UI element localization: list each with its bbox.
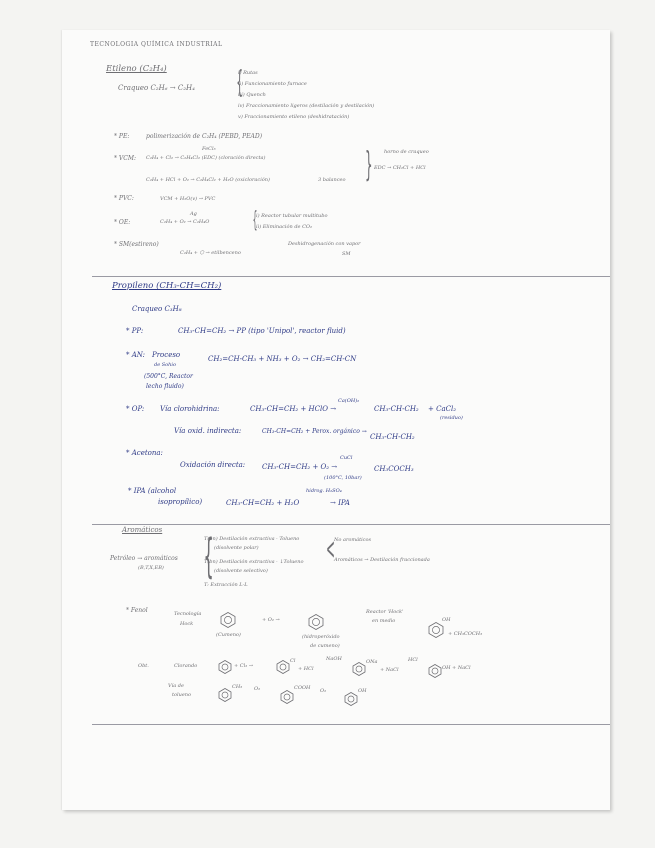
op-product2: CH₃-CH-CH₂ (370, 433, 415, 441)
etileno-list-item: iii) Quench (238, 92, 266, 98)
fenol-oh: OH (442, 617, 451, 623)
brace: { (252, 208, 258, 233)
ipa-label: * IPA (alcohol (128, 487, 177, 495)
vcm-line2: C₂H₄ + HCl + O₂ → C₂H₄Cl₂ + H₂O (oxicloración) (146, 177, 270, 183)
ipa-eq: CH₃-CH=CH₂ + H₂O (226, 499, 300, 507)
obt-hcl2: HCl (408, 657, 418, 663)
obt-ona: ONa (366, 659, 378, 665)
tol-cooh: COOH (294, 685, 311, 691)
fenol-reactor: en medio (372, 618, 396, 624)
tol-label: Vía de (168, 683, 184, 689)
obt-final: OH + NaCl (442, 665, 471, 671)
propileno-title: Propileno (CH₃-CH=CH₂) (112, 281, 222, 291)
oe-note1: i) Reactor tubular multitubo (256, 213, 328, 219)
an-sub: de Sohio (154, 362, 177, 368)
aromaticos-branch-sub: (disolvente selectivo) (214, 568, 268, 574)
vcm-line1: C₂H₄ + Cl₂ → C₂H₄Cl₂ (EDC) (cloración directa) (146, 155, 266, 161)
fenol-sub: Hock (180, 621, 194, 627)
op-via2: Vía oxid. indirecta: (174, 427, 242, 435)
vcm-catalyst: FeCl₃ (202, 146, 216, 152)
sm-condition: Deshidrogenación con vapor (288, 241, 361, 247)
etileno-list-item: i) Rutas (238, 70, 258, 76)
brace: < (326, 532, 335, 567)
aromaticos-result: Aromáticos → Destilación fraccionada (334, 557, 430, 563)
fenol-hidroperoxido: (hidroperóxido (302, 634, 340, 640)
sm-product: SM (342, 251, 351, 257)
oe-catalyst: Ag (190, 211, 197, 217)
aromaticos-branch: T: Extracción L-L (204, 582, 248, 588)
fenol-hidroperoxido: de cumeno) (310, 643, 340, 649)
tol-ch3: CH₃ (232, 684, 243, 690)
benzene-ring-icon (352, 662, 366, 676)
notebook-page (62, 30, 610, 810)
section-divider (92, 524, 610, 525)
aromaticos-left-sub: (B,T,X,EB) (138, 565, 164, 571)
op-eq1: CH₃-CH=CH₂ + HClO → (250, 405, 337, 413)
acetona-catalyst: CuCl (340, 455, 353, 461)
benzene-ring-icon (428, 664, 442, 678)
an-label: * AN: (126, 351, 146, 359)
fenol-label: * Fenol (126, 607, 148, 614)
an-text: Proceso (152, 351, 181, 359)
tol-oh: OH (358, 688, 367, 694)
pe-label: * PE: (114, 133, 130, 140)
vcm-balance: 3 balanceo (318, 177, 346, 183)
fenol-o2: + O₂ → (262, 617, 280, 623)
benzene-ring-icon (428, 622, 444, 638)
oe-text: C₂H₄ + O₂ → C₂H₄O (160, 219, 210, 225)
obt-eq1: + Cl₂ → (234, 663, 253, 669)
aromaticos-branch-sub: (disolvente polar) (214, 545, 259, 551)
pp-label: * PP: (126, 327, 144, 335)
an-sub: lecho fluido) (146, 383, 184, 390)
tol-o2b: O₂ (320, 688, 327, 694)
pe-text: polimerización de C₂H₄ (PEBD, PEAD) (146, 133, 263, 140)
ipa-product: → IPA (330, 499, 350, 507)
aromaticos-left: Petróleo → aromáticos (110, 555, 178, 562)
op-via1: Vía clorohidrina: (160, 405, 220, 413)
page-header: TECNOLOGIA QUÍMICA INDUSTRIAL (90, 41, 223, 48)
obt-nacl: + NaCl (380, 667, 399, 673)
sm-label: * SM(estireno) (114, 241, 159, 248)
aromaticos-result: No aromáticos (334, 537, 372, 543)
oe-note2: ii) Eliminación de CO₂ (256, 224, 313, 230)
op-side1-note: (residuo) (440, 415, 463, 421)
propileno-craqueo: Craqueo C₃H₈ (132, 305, 182, 313)
obt-hcl: + HCl (298, 666, 314, 672)
fenol-acetona: + CH₃COCH₃ (448, 631, 483, 637)
benzene-ring-icon (280, 690, 294, 704)
vcm-right-note: horno de craqueo (384, 149, 429, 155)
etileno-craqueo: Craqueo C₂H₆ → C₂H₄ (118, 84, 195, 92)
pp-text: CH₃-CH=CH₂ → PP (tipo 'Unipol', reactor fluid) (178, 327, 346, 335)
acetona-text: Oxidación directa: (180, 461, 246, 469)
oe-label: * OE: (114, 219, 131, 226)
benzene-ring-icon (220, 612, 236, 628)
op-side1: + CaCl₂ (428, 405, 457, 413)
aromaticos-branch: T(bn) Destilación extractiva · Tolueno (204, 536, 300, 542)
vcm-right-eq: EDC → CH₂Cl + HCl (374, 165, 426, 171)
sm-text: C₂H₄ + ⬡ → etilbenceno (180, 250, 241, 256)
op-label: * OP: (126, 405, 145, 413)
tol-label: tolueno (172, 692, 192, 698)
pvc-text: VCM + H₂O(v) → PVC (160, 196, 216, 202)
acetona-label: * Acetona: (126, 449, 163, 457)
benzene-ring-icon (276, 660, 290, 674)
benzene-ring-icon (308, 614, 324, 630)
brace: } (365, 145, 373, 185)
an-equation: CH₂=CH-CH₃ + NH₃ + O₂ → CH₂=CH-CN (208, 355, 357, 363)
benzene-ring-icon (218, 688, 232, 702)
obt-clorando: Clorando (174, 663, 198, 669)
vcm-label: * VCM: (114, 155, 136, 162)
section-divider (92, 276, 610, 277)
benzene-ring-icon (218, 660, 232, 674)
etileno-list-item: iv) Fraccionamiento ligeros (destilación y destilación) (238, 103, 375, 109)
acetona-product: CH₃COCH₃ (374, 465, 414, 473)
etileno-list-item: v) Fraccionamiento etileno (deshidratación) (238, 114, 350, 120)
an-sub: (500°C, Reactor (144, 373, 193, 380)
benzene-ring-icon (344, 692, 358, 706)
pvc-label: * PVC: (114, 195, 134, 202)
ipa-sub: isopropílico) (158, 498, 203, 506)
fenol-reactor: Reactor 'Hock' (366, 609, 404, 615)
section-divider (92, 724, 610, 725)
acetona-eq: CH₃-CH=CH₂ + O₂ → (262, 463, 338, 471)
aromaticos-title: Aromáticos (122, 526, 163, 534)
fenol-sub: Tecnología (174, 611, 202, 617)
tol-o2: O₂ (254, 686, 261, 692)
obt-label: Obt. (138, 663, 149, 669)
op-catalyst1: Ca(OH)₂ (338, 398, 360, 404)
obt-cl: Cl (290, 658, 296, 664)
op-eq2: CH₃-CH=CH₂ + Perox. orgánico → (262, 428, 367, 435)
ipa-catalyst: hidrog. H₂SO₄ (306, 488, 342, 494)
op-product1: CH₃-CH-CH₂ (374, 405, 419, 413)
etileno-list-item: ii) Funcionamiento furnace (238, 81, 307, 87)
brace: { (203, 529, 214, 583)
brace: { (236, 65, 243, 100)
etileno-title: Etileno (C₂H₄) (106, 64, 167, 74)
fenol-cumeno: (Cumeno) (216, 632, 241, 638)
aromaticos-branch: T(bn) Destilación extractiva · ↓Tolueno (204, 559, 304, 565)
acetona-condition: (100°C, 10bar) (324, 475, 362, 481)
obt-naoh: NaOH (326, 656, 342, 662)
